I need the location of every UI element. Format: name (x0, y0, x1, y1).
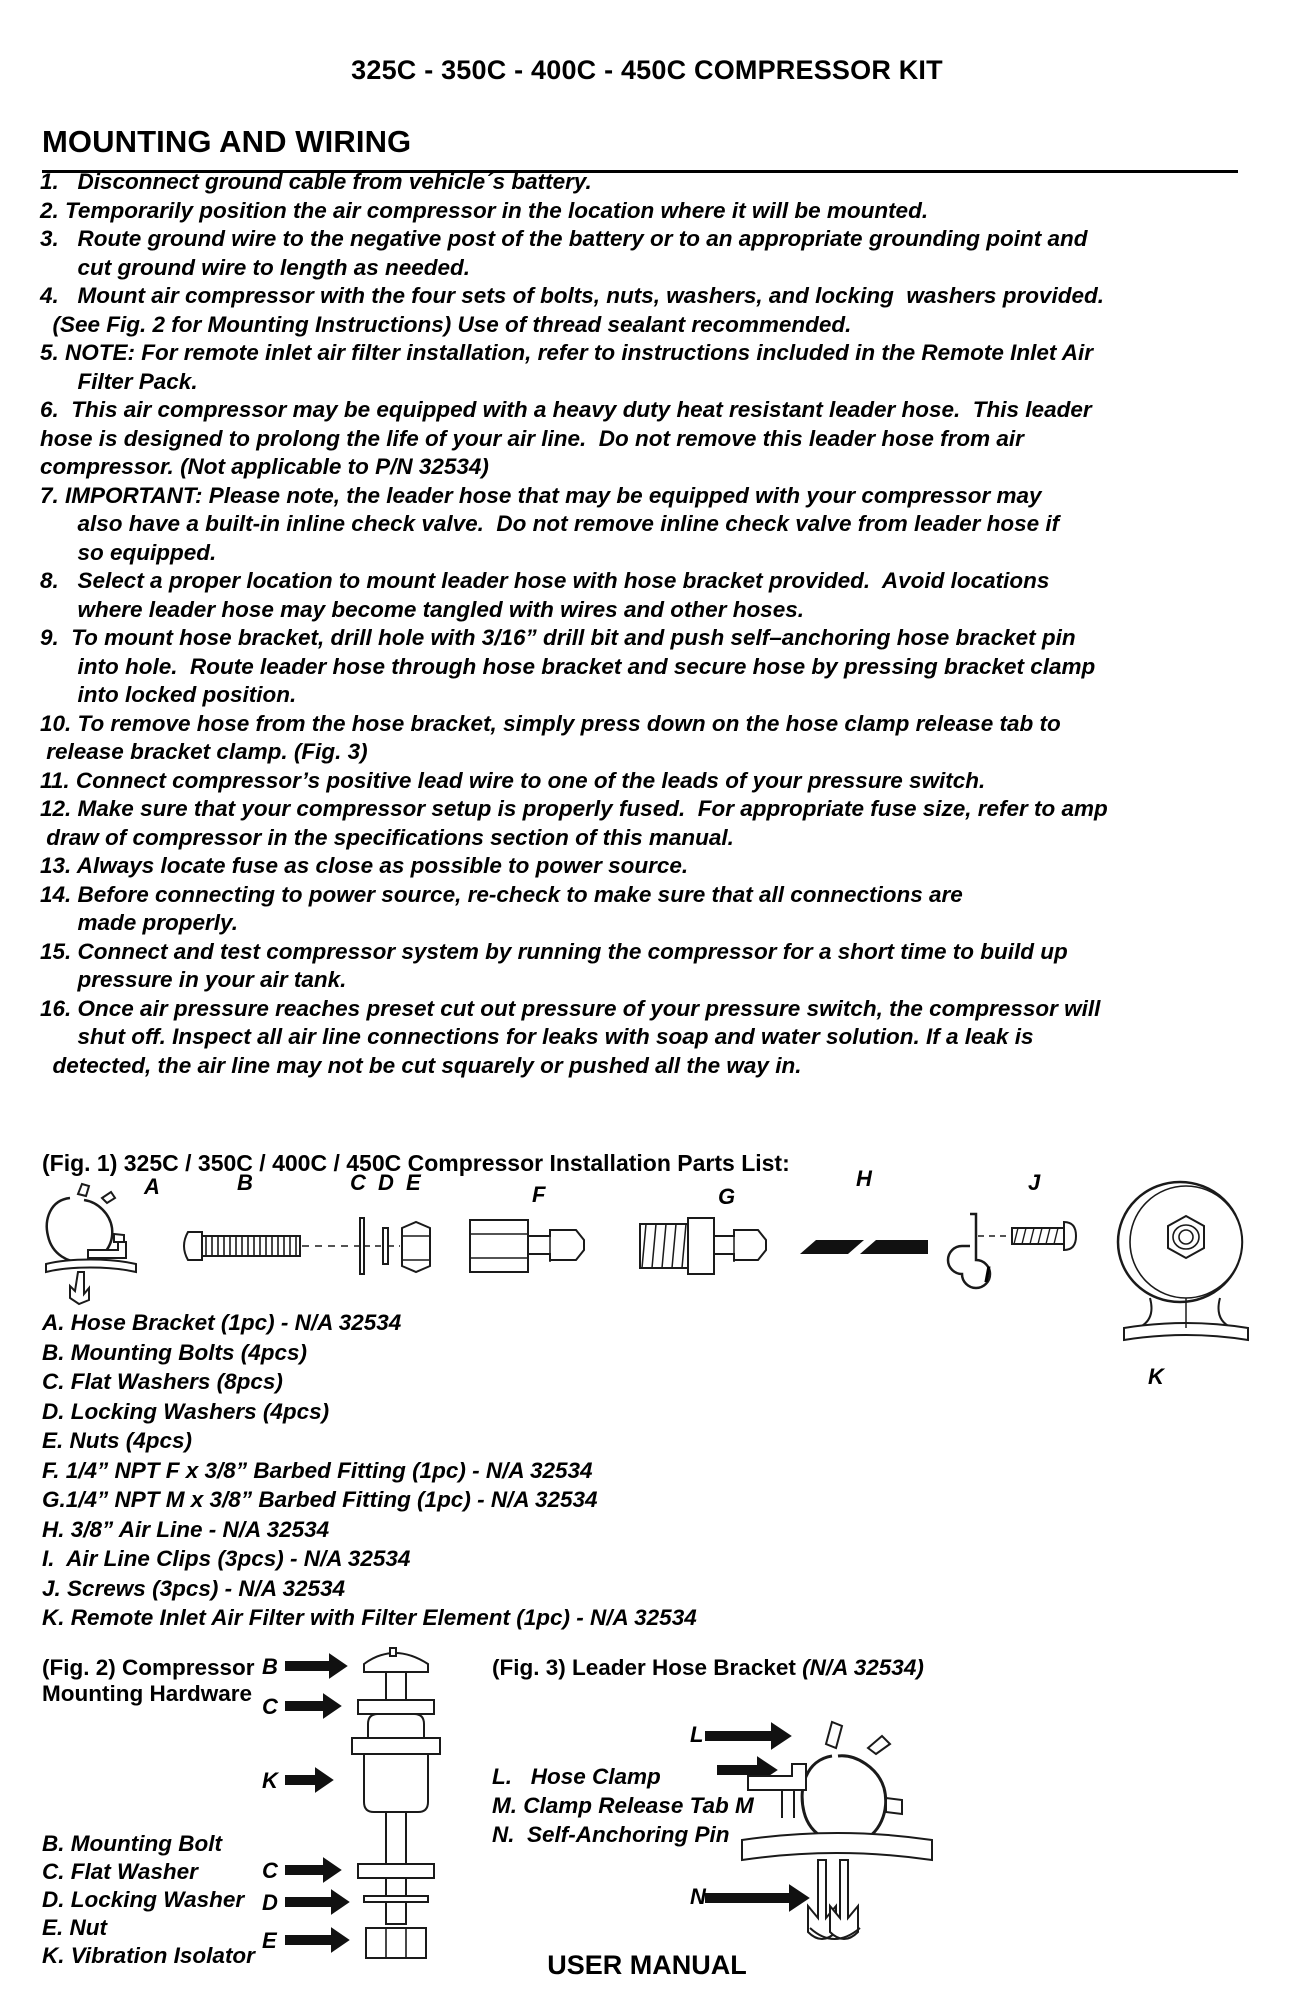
part-label-a: A (144, 1174, 160, 1199)
list-item: 12. Make sure that your compressor setup is properly fused. For appropriate fuse size, refer to amp (40, 796, 1108, 821)
mounting-bolt-illustration (184, 1232, 362, 1260)
list-item: 14. Before connecting to power source, re-check to make sure that all connections are (40, 881, 963, 907)
list-item: also have a built-in inline check valve. Do not remove inline check valve from leader hose if (40, 511, 1060, 536)
fig3-callout-l: L (690, 1722, 704, 1747)
fig2-caption-line1: (Fig. 2) Compressor (42, 1655, 255, 1680)
list-item: F. 1/4” NPT F x 3/8” Barbed Fitting (1pc) - N/A 32534 (42, 1457, 593, 1483)
list-item: pressure in your air tank. (40, 967, 347, 992)
list-item: 8. Select a proper location to mount leader hose with hose bracket provided. Avoid locations (40, 568, 1050, 593)
fig1-parts-list (42, 1308, 942, 1633)
list-item: E. Nuts (4pcs) (42, 1428, 193, 1453)
fig2-arrows (286, 1655, 348, 1951)
washers-and-nut-illustration (360, 1218, 430, 1274)
list-item: 9. To mount hose bracket, drill hole with 3/16” drill bit and push self–anchoring hose bracket pin (40, 625, 1076, 650)
fig2-callout-c1: C (262, 1694, 278, 1719)
part-label-d: D (378, 1170, 394, 1195)
list-item: K. Remote Inlet Air Filter with Filter Element (1pc) - N/A 32534 (42, 1605, 697, 1630)
footer-title: USER MANUAL (547, 1950, 747, 1980)
list-item: C. Flat Washers (8pcs) (42, 1369, 283, 1394)
air-line-clip-and-screw-illustration (948, 1214, 1076, 1288)
list-item: D. Locking Washer (42, 1887, 245, 1912)
list-item: G.1/4” NPT M x 3/8” Barbed Fitting (1pc) - N/A 32534 (42, 1487, 598, 1512)
fig3-callout-n: N (690, 1884, 706, 1909)
part-label-i: I (984, 1262, 991, 1287)
fig2-callout-b: B (262, 1654, 278, 1679)
fig3-caption-main: (Fig. 3) Leader Hose Bracket (492, 1655, 803, 1680)
fig3-caption-note: (N/A 32534) (802, 1655, 924, 1680)
list-item: shut off. Inspect all air line connections for leaks with soap and water solution. If a leak is (40, 1024, 1034, 1049)
list-item: 16. Once air pressure reaches preset cut out pressure of your pressure switch, the compressor will (40, 995, 1101, 1021)
air-line-illustration (800, 1240, 928, 1254)
list-item: K. Vibration Isolator (42, 1943, 255, 1968)
list-item: D. Locking Washers (4pcs) (42, 1398, 330, 1424)
remote-inlet-air-filter-illustration (1118, 1182, 1248, 1340)
list-item: 11. Connect compressor’s positive lead wire to one of the leads of your pressure switch. (40, 767, 986, 793)
list-item: C. Flat Washer (42, 1859, 198, 1884)
fig3-leader-hose-bracket-diagram (690, 1690, 1000, 1970)
list-item: 7. IMPORTANT: Please note, the leader hose that may be equipped with your compressor may (40, 482, 1042, 508)
list-item: I. Air Line Clips (3pcs) - N/A 32534 (42, 1546, 411, 1571)
list-item: 5. NOTE: For remote inlet air filter installation, refer to instructions included in the Remote Inlet Air (40, 340, 1094, 365)
list-item: release bracket clamp. (Fig. 3) (40, 739, 368, 764)
list-item: E. Nut (42, 1915, 107, 1940)
list-item: 13. Always locate fuse as close as possible to power source. (40, 853, 689, 878)
part-label-g: G (718, 1184, 736, 1209)
list-item: where leader hose may become tangled with wires and other hoses. (40, 596, 804, 622)
list-item: 4. Mount air compressor with the four sets of bolts, nuts, washers, and locking washers provided. (40, 283, 1104, 308)
fig3-caption (492, 1655, 924, 1681)
hose-bracket-illustration (46, 1184, 136, 1304)
list-item: N. Self-Anchoring Pin (492, 1822, 730, 1847)
part-label-k: K (1148, 1364, 1164, 1389)
list-item: B. Mounting Bolts (4pcs) (42, 1339, 307, 1365)
list-item: into locked position. (40, 682, 297, 707)
list-item: draw of compressor in the specifications section of this manual. (40, 824, 734, 850)
list-item: 2. Temporarily position the air compressor in the location where it will be mounted. (40, 197, 929, 223)
list-item: L. Hose Clamp (492, 1764, 661, 1789)
page-title: 325C - 350C - 400C - 450C COMPRESSOR KIT (351, 55, 943, 85)
list-item: 3. Route ground wire to the negative post of the battery or to an appropriate grounding point and (40, 226, 1088, 251)
list-item: compressor. (Not applicable to P/N 32534) (40, 454, 489, 479)
list-item: hose is designed to prolong the life of your air line. Do not remove this leader hose from air (40, 425, 1024, 451)
list-item: made properly. (40, 910, 238, 935)
list-item: detected, the air line may not be cut squarely or pushed all the way in. (40, 1052, 802, 1078)
list-item: (See Fig. 2 for Mounting Instructions) Use of thread sealant recommended. (40, 311, 852, 337)
part-label-h: H (856, 1166, 872, 1191)
fig2-callout-k: K (262, 1768, 278, 1793)
part-label-b: B (237, 1170, 253, 1195)
part-label-c: C (350, 1170, 366, 1195)
part-label-e: E (406, 1170, 421, 1195)
fig2-callout-e: E (262, 1928, 277, 1953)
list-item: 6. This air compressor may be equipped with a heavy duty heat resistant leader hose. This leader (40, 397, 1092, 422)
fig2-caption (42, 1655, 272, 1707)
part-label-j: J (1028, 1170, 1041, 1195)
list-item: Filter Pack. (40, 368, 198, 394)
list-item: cut ground wire to length as needed. (40, 254, 471, 280)
list-item: H. 3/8” Air Line - N/A 32534 (42, 1516, 330, 1542)
list-item: B. Mounting Bolt (42, 1831, 222, 1856)
npt-m-barbed-fitting-illustration (640, 1218, 766, 1274)
section-heading: MOUNTING AND WIRING (42, 124, 412, 159)
list-item: into hole. Route leader hose through hose bracket and secure hose by pressing bracket clamp (40, 653, 1096, 679)
fig2-caption-line2: Mounting Hardware (42, 1681, 253, 1706)
fig3-arrows (706, 1724, 808, 1910)
fig2-callout-c2: C (262, 1858, 278, 1883)
instruction-list (40, 168, 1294, 1080)
list-item: M. Clamp Release Tab M (492, 1793, 754, 1818)
fig2-mounting-hardware-diagram (262, 1640, 498, 1990)
fig1-caption: (Fig. 1) 325C / 350C / 400C / 450C Compressor Installation Parts List: (42, 1150, 790, 1176)
list-item: J. Screws (3pcs) - N/A 32534 (42, 1575, 346, 1601)
list-item: 1. Disconnect ground cable from vehicle´s battery. (40, 169, 592, 194)
list-item: 10. To remove hose from the hose bracket, simply press down on the hose clamp release tab to (40, 710, 1061, 736)
list-item: 15. Connect and test compressor system by running the compressor for a short time to build up (40, 938, 1068, 964)
npt-f-barbed-fitting-illustration (470, 1220, 584, 1272)
list-item: so equipped. (40, 539, 217, 565)
fig2-callout-d: D (262, 1890, 278, 1915)
part-label-f: F (532, 1182, 546, 1207)
list-item: A. Hose Bracket (1pc) - N/A 32534 (42, 1310, 402, 1335)
